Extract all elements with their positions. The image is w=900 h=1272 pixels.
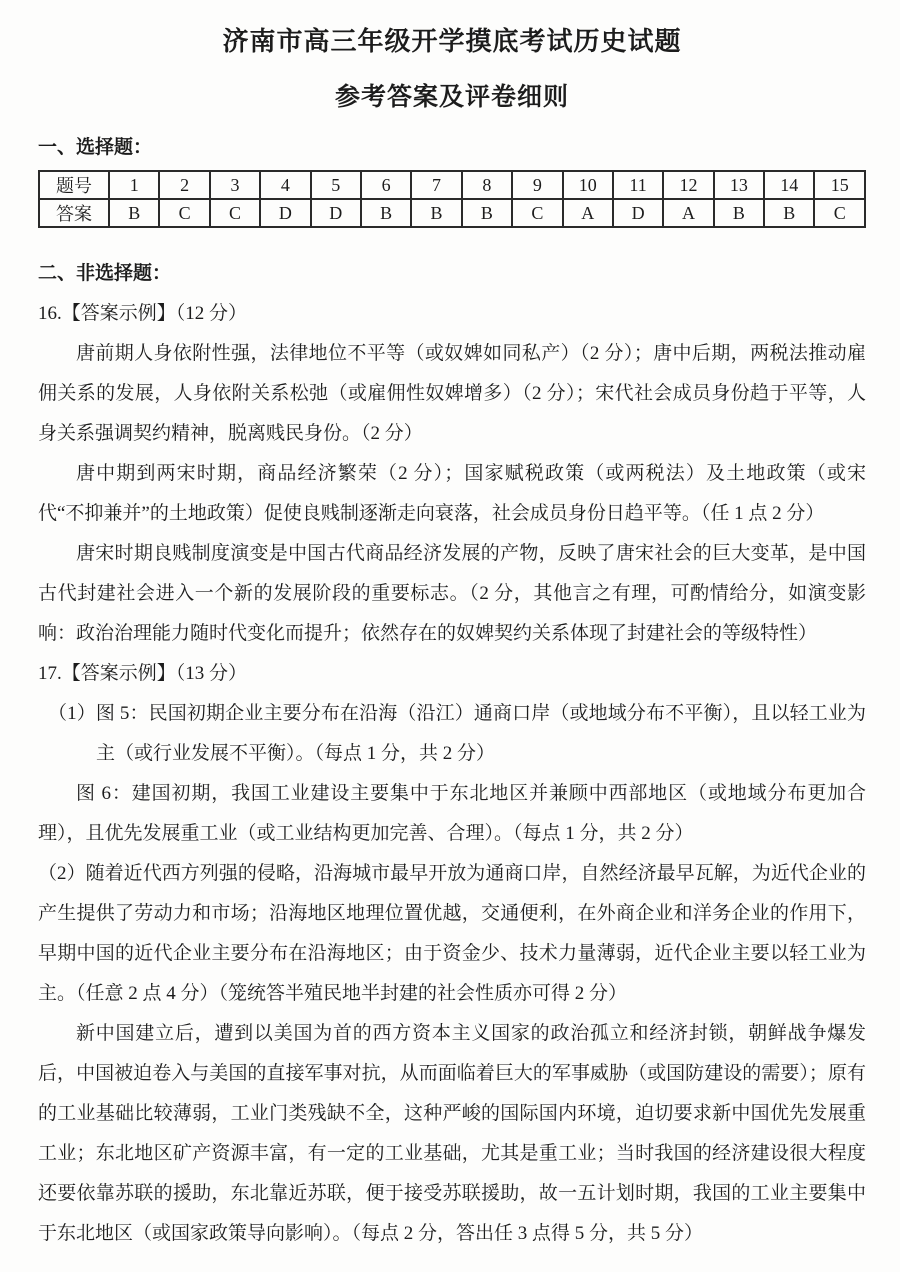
question-number-cell: 8 [462, 171, 512, 199]
answer-row-label: 答案 [39, 199, 109, 227]
answer-cell: C [159, 199, 209, 227]
question-17-heading: 17.【答案示例】（13 分） [38, 663, 248, 684]
q17-paragraph: 新中国建立后，遭到以美国为首的西方资本主义国家的政治孤立和经济封锁，朝鲜战争爆发后，中国被迫卷入与美国的直接军事对抗，从而面临着巨大的军事威胁（或国防建设的需要）；原有的工业基础比较薄弱，工业门类残缺不全，这种严峻的国际国内环境，迫切要求新中国优先发展重工业；东北地区矿产资源丰富，有一定的工业基础，尤其是重工业；当时我国的经济建设很大程度还要依靠苏联的援助，东北靠近苏联，便于接受苏联援助，故一五计划时期，我国的工业主要集中于东北地区（或国家政策导向影响）。（每点 2 分，答出任 3 点得 5 分，共 5 分） [38, 1023, 866, 1244]
choice-answer-table [38, 170, 866, 228]
question-number-cell: 5 [311, 171, 361, 199]
question-number-cell: 6 [361, 171, 411, 199]
answer-cell: B [411, 199, 461, 227]
document-title: 济南市高三年级开学摸底考试历史试题 [222, 27, 682, 56]
answer-cell: C [512, 199, 562, 227]
choice-section-heading: 一、选择题： [38, 137, 153, 158]
answer-row [39, 199, 865, 227]
q17-paragraph: （2）随着近代西方列强的侵略，沿海城市最早开放为通商口岸，自然经济最早瓦解，为近代企业的产生提供了劳动力和市场；沿海地区地理位置优越，交通便利，在外商企业和洋务企业的作用下，早期中国的近代企业主要分布在沿海地区；由于资金少、技术力量薄弱，近代企业主要以轻工业为主。（任意 2 点 4 分）（笼统答半殖民地半封建的社会性质亦可得 2 分） [38, 863, 866, 1004]
question-number-cell: 4 [260, 171, 310, 199]
question-number-cell: 12 [663, 171, 713, 199]
q16-paragraph: 唐宋时期良贱制度演变是中国古代商品经济发展的产物，反映了唐宋社会的巨大变革，是中国古代封建社会进入一个新的发展阶段的重要标志。（2 分，其他言之有理，可酌情给分，如演变影响：政治治理能力随时代变化而提升；依然存在的奴婢契约关系体现了封建社会的等级特性） [38, 543, 866, 644]
document-subtitle: 参考答案及评卷细则 [334, 84, 569, 111]
essay-section-heading: 二、非选择题： [38, 263, 172, 284]
answer-cell: D [311, 199, 361, 227]
answer-cell: C [814, 199, 865, 227]
answer-cell: B [361, 199, 411, 227]
question-number-cell: 7 [411, 171, 461, 199]
q17-paragraph: （1）图 5：民国初期企业主要分布在沿海（沿江）通商口岸（或地域分布不平衡），且以轻工业为主（或行业发展不平衡）。（每点 1 分，共 2 分） [48, 703, 866, 764]
question-row-label: 题号 [39, 171, 109, 199]
question-number-cell: 10 [563, 171, 613, 199]
q16-paragraph: 唐前期人身依附性强，法律地位不平等（或奴婢如同私产）（2 分）；唐中后期，两税法推动雇佣关系的发展，人身依附关系松弛（或雇佣性奴婢增多）（2 分）；宋代社会成员身份趋于平等，人身关系强调契约精神，脱离贱民身份。（2 分） [38, 343, 866, 444]
answer-cell: B [764, 199, 814, 227]
q17-paragraph: 图 6：建国初期，我国工业建设主要集中于东北地区并兼顾中西部地区（或地域分布更加合理），且优先发展重工业（或工业结构更加完善、合理）。（每点 1 分，共 2 分） [38, 783, 866, 844]
q16-paragraph: 唐中期到两宋时期，商品经济繁荣（2 分）；国家赋税政策（或两税法）及土地政策（或宋代“不抑兼并”的土地政策）促使良贱制逐渐走向衰落，社会成员身份日趋平等。（任 1 点 2 分） [38, 463, 866, 524]
answer-cell: B [109, 199, 159, 227]
question-number-cell: 15 [814, 171, 865, 199]
question-16-heading: 16.【答案示例】（12 分） [38, 303, 248, 324]
answer-cell: B [462, 199, 512, 227]
answer-cell: D [613, 199, 663, 227]
question-number-cell: 9 [512, 171, 562, 199]
question-number-row [39, 171, 865, 199]
answer-cell: B [714, 199, 764, 227]
answer-cell: A [563, 199, 613, 227]
question-number-cell: 14 [764, 171, 814, 199]
question-number-cell: 2 [159, 171, 209, 199]
question-number-cell: 13 [714, 171, 764, 199]
question-number-cell: 1 [109, 171, 159, 199]
answer-cell: A [663, 199, 713, 227]
question-number-cell: 3 [210, 171, 260, 199]
answer-cell: C [210, 199, 260, 227]
answer-cell: D [260, 199, 310, 227]
question-number-cell: 11 [613, 171, 663, 199]
